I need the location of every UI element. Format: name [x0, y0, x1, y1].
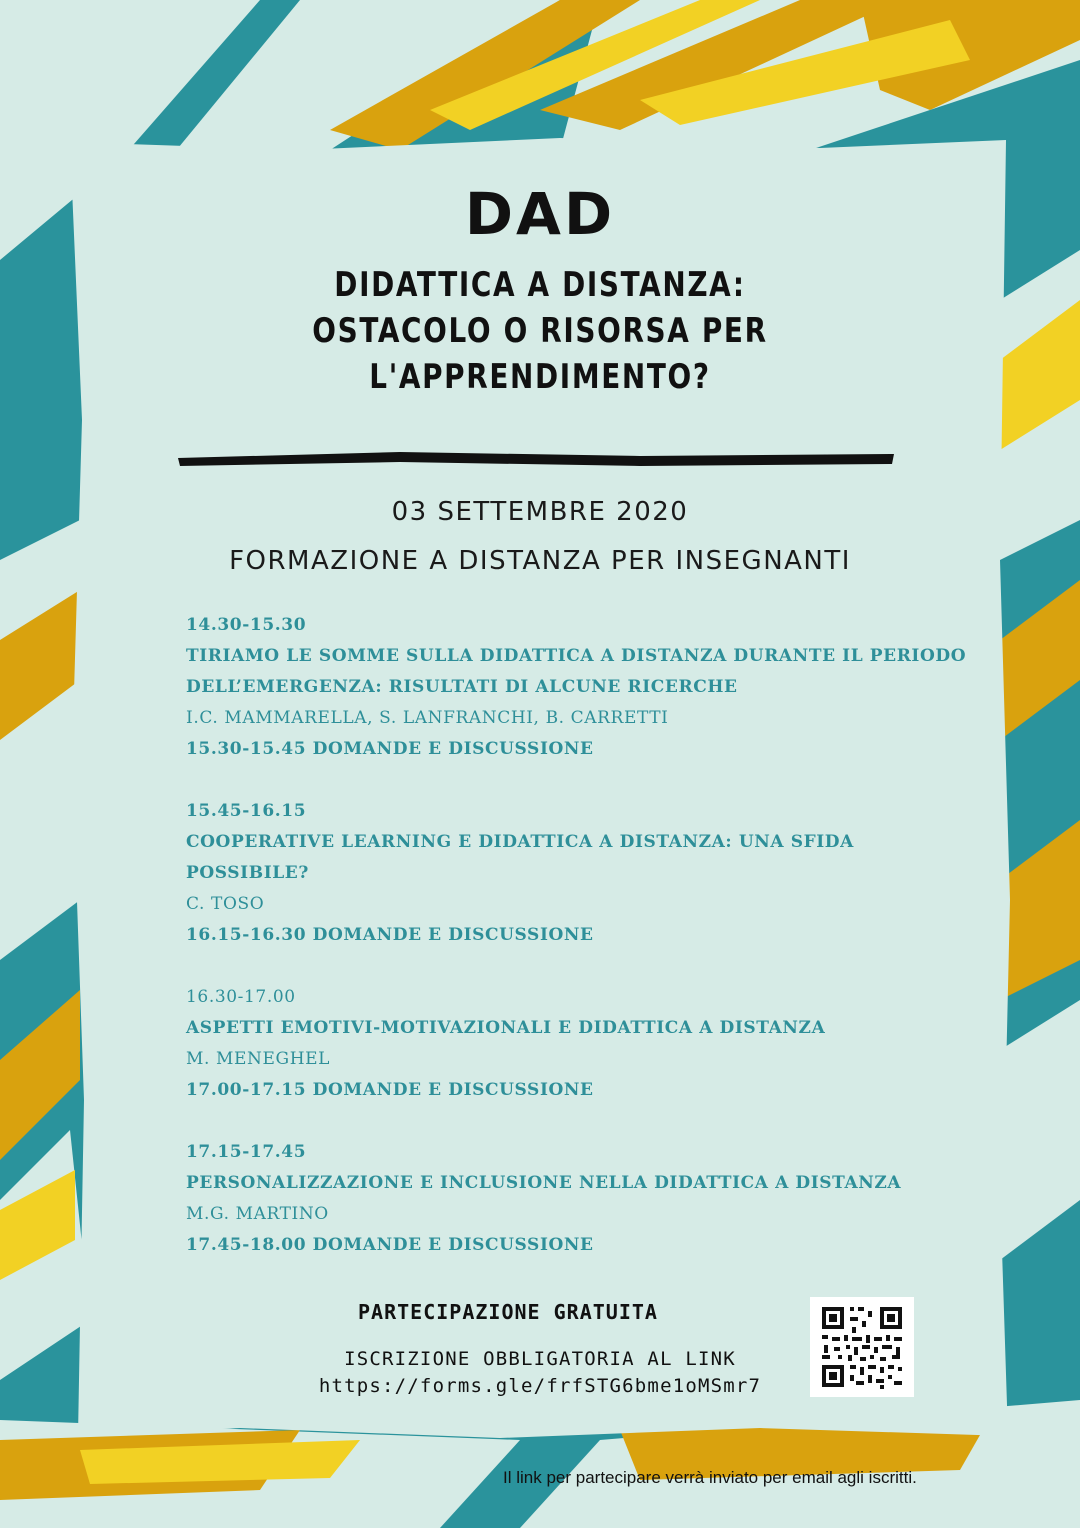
- session-title-line: ASPETTI EMOTIVI-MOTIVAZIONALI E DIDATTICA A DISTANZA: [186, 1018, 826, 1038]
- footer-note: Il link per partecipare verrà inviato per email agli iscritti.: [503, 1468, 917, 1487]
- session-title-line: PERSONALIZZAZIONE E INCLUSIONE NELLA DIDATTICA A DISTANZA: [186, 1173, 902, 1193]
- session: [186, 1137, 946, 1261]
- session: [186, 796, 946, 951]
- subtitle-line: OSTACOLO O RISORSA PER: [312, 311, 768, 351]
- event-format: FORMAZIONE A DISTANZA PER INSEGNANTI: [229, 546, 851, 576]
- session-speakers: M. MENEGHEL: [186, 1049, 331, 1069]
- session-qa: 17.00-17.15 DOMANDE E DISCUSSIONE: [186, 1080, 594, 1100]
- session-time: 14.30-15.30: [186, 615, 307, 635]
- session-speakers: I.C. MAMMARELLA, S. LANFRANCHI, B. CARRETTI: [186, 708, 669, 728]
- session-time: 17.15-17.45: [186, 1142, 307, 1162]
- session: [186, 982, 946, 1106]
- session-title-line: DELL’EMERGENZA: RISULTATI DI ALCUNE RICERCHE: [186, 677, 738, 697]
- session: [186, 610, 967, 765]
- registration-label: ISCRIZIONE OBBLIGATORIA AL LINK: [344, 1348, 736, 1370]
- participation-label: PARTECIPAZIONE GRATUITA: [358, 1300, 658, 1324]
- event-date: 03 SETTEMBRE 2020: [391, 497, 689, 527]
- session-time: 16.30-17.00: [186, 987, 296, 1007]
- session-speakers: C. TOSO: [186, 894, 265, 914]
- session-qa: 16.15-16.30 DOMANDE E DISCUSSIONE: [186, 925, 594, 945]
- session-qa: 15.30-15.45 DOMANDE E DISCUSSIONE: [186, 739, 594, 759]
- page-subtitle: [97, 262, 983, 400]
- registration-link[interactable]: https://forms.gle/frfSTG6bme1oMSmr7: [318, 1375, 762, 1397]
- registration-info: [280, 1346, 800, 1400]
- session-time: 15.45-16.15: [186, 801, 307, 821]
- qr-code-icon[interactable]: [810, 1297, 914, 1397]
- session-qa: 17.45-18.00 DOMANDE E DISCUSSIONE: [186, 1235, 594, 1255]
- session-title-line: TIRIAMO LE SOMME SULLA DIDATTICA A DISTANZA DURANTE IL PERIODO: [186, 646, 967, 666]
- subtitle-line: L'APPRENDIMENTO?: [369, 357, 711, 397]
- page-title: DAD: [464, 180, 616, 248]
- session-title-line: POSSIBILE?: [186, 863, 309, 883]
- subtitle-line: DIDATTICA A DISTANZA:: [334, 265, 746, 305]
- session-title-line: COOPERATIVE LEARNING E DIDATTICA A DISTANZA: UNA SFIDA: [186, 832, 854, 852]
- schedule: [186, 610, 967, 1292]
- session-speakers: M.G. MARTINO: [186, 1204, 329, 1224]
